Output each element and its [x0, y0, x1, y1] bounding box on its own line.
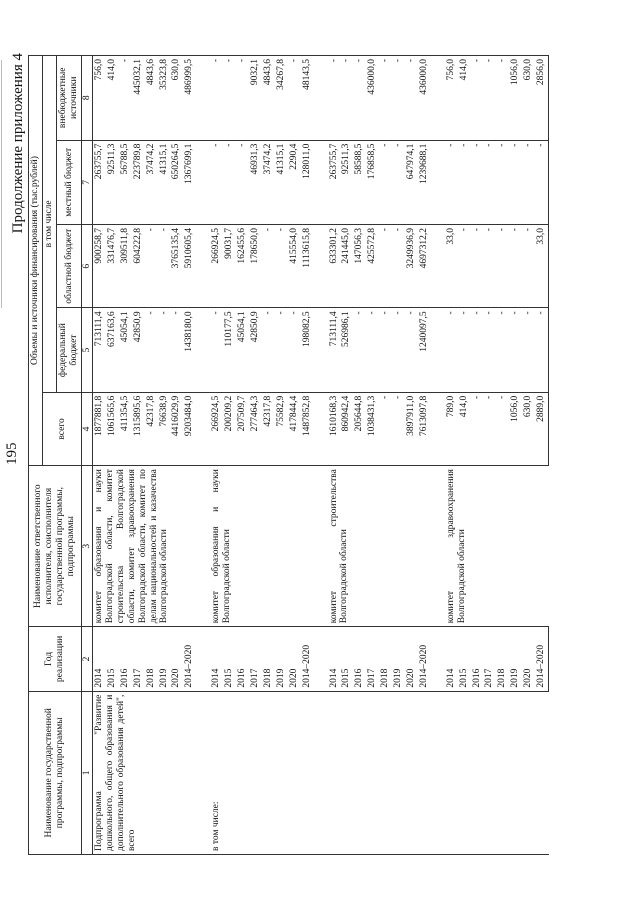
- federal-cell: -: [445, 308, 458, 392]
- table-row: [445, 56, 458, 855]
- local-cell: 223789,8: [132, 140, 145, 224]
- regional-cell: 1113615,8: [301, 225, 314, 308]
- spacer-cell: [431, 466, 445, 627]
- year-cell: 2018: [379, 627, 392, 691]
- extra-cell: 9032,1: [249, 56, 262, 141]
- spacer-cell: [314, 225, 328, 308]
- extra-cell: 4843,6: [145, 56, 158, 141]
- federal-cell: 110177,5: [223, 308, 236, 392]
- extra-cell: 630,0: [170, 56, 183, 141]
- extra-cell: -: [405, 56, 418, 141]
- funding-table: [28, 55, 549, 855]
- regional-cell: -: [483, 225, 496, 308]
- regional-cell: -: [262, 225, 275, 308]
- regional-cell: 4697312,2: [418, 225, 431, 308]
- group-spacer: [314, 56, 328, 855]
- year-cell: 2017: [132, 627, 145, 691]
- column-number: 3: [82, 466, 93, 627]
- regional-cell: 331476,7: [106, 225, 119, 308]
- total-cell: 3897911,0: [405, 392, 418, 465]
- local-cell: -: [471, 140, 484, 224]
- total-cell: 205644,8: [353, 392, 366, 465]
- spacer-cell: [431, 140, 445, 224]
- total-cell: 1061565,6: [106, 392, 119, 465]
- regional-cell: -: [509, 225, 522, 308]
- local-cell: -: [445, 140, 458, 224]
- extra-cell: -: [119, 56, 132, 141]
- federal-cell: 1240097,5: [418, 308, 431, 392]
- federal-cell: -: [275, 308, 288, 392]
- total-cell: 1315895,6: [132, 392, 145, 465]
- federal-cell: 637163,6: [106, 308, 119, 392]
- local-cell: -: [535, 140, 548, 224]
- local-cell: -: [392, 140, 405, 224]
- federal-cell: -: [405, 308, 418, 392]
- year-cell: 2015: [106, 627, 119, 691]
- federal-cell: 526986,1: [340, 308, 353, 392]
- extra-cell: 414,0: [106, 56, 119, 141]
- total-cell: 789,0: [445, 392, 458, 465]
- total-cell: -: [379, 392, 392, 465]
- total-cell: 417844,4: [288, 392, 301, 465]
- appendix-title: Продолжение приложения 4: [10, 53, 26, 234]
- regional-cell: 90031,7: [223, 225, 236, 308]
- federal-cell: -: [145, 308, 158, 392]
- header-including: в том числе: [43, 56, 57, 393]
- extra-cell: 4843,6: [262, 56, 275, 141]
- local-cell: -: [496, 140, 509, 224]
- year-cell: 2015: [340, 627, 353, 691]
- spacer-cell: [431, 627, 445, 691]
- year-cell: 2019: [275, 627, 288, 691]
- local-cell: 176858,5: [366, 140, 379, 224]
- year-cell: 2020: [170, 627, 183, 691]
- total-cell: 4416029,9: [170, 392, 183, 465]
- federal-cell: -: [158, 308, 171, 392]
- regional-cell: 415554,0: [288, 225, 301, 308]
- total-cell: -: [496, 392, 509, 465]
- spacer-cell: [431, 308, 445, 392]
- year-cell: 2014–2020: [535, 627, 548, 691]
- executor-cell: комитет образования и науки Волгоградской области: [210, 466, 313, 627]
- federal-cell: 1438180,0: [183, 308, 196, 392]
- regional-cell: 241445,0: [340, 225, 353, 308]
- local-cell: -: [236, 140, 249, 224]
- program-name-cell: [328, 691, 431, 854]
- local-cell: 1239688,1: [418, 140, 431, 224]
- year-cell: 2014: [445, 627, 458, 691]
- extra-cell: -: [471, 56, 484, 141]
- spacer-cell: [196, 140, 210, 224]
- local-cell: 46931,3: [249, 140, 262, 224]
- local-cell: -: [379, 140, 392, 224]
- spacer-cell: [314, 56, 328, 141]
- year-cell: 2015: [458, 627, 471, 691]
- extra-cell: -: [483, 56, 496, 141]
- year-cell: 2018: [145, 627, 158, 691]
- regional-cell: 425572,8: [366, 225, 379, 308]
- total-cell: 630,0: [522, 392, 535, 465]
- federal-cell: -: [496, 308, 509, 392]
- local-cell: 56788,5: [119, 140, 132, 224]
- local-cell: 263755,7: [93, 140, 106, 224]
- extra-cell: -: [496, 56, 509, 141]
- year-cell: 2016: [353, 627, 366, 691]
- total-cell: 207509,7: [236, 392, 249, 465]
- local-cell: -: [223, 140, 236, 224]
- extra-cell: 756,0: [445, 56, 458, 141]
- regional-cell: 3765135,4: [170, 225, 183, 308]
- local-cell: 37474,2: [262, 140, 275, 224]
- extra-cell: -: [236, 56, 249, 141]
- extra-cell: 34267,8: [275, 56, 288, 141]
- regional-cell: 178650,0: [249, 225, 262, 308]
- year-cell: 2020: [522, 627, 535, 691]
- regional-cell: 900258,7: [93, 225, 106, 308]
- year-cell: 2016: [236, 627, 249, 691]
- total-cell: 2889,0: [535, 392, 548, 465]
- extra-cell: -: [288, 56, 301, 141]
- spacer-cell: [314, 140, 328, 224]
- local-cell: -: [509, 140, 522, 224]
- federal-cell: -: [379, 308, 392, 392]
- regional-cell: -: [471, 225, 484, 308]
- federal-cell: -: [392, 308, 405, 392]
- total-cell: 42317,8: [262, 392, 275, 465]
- extra-cell: 414,0: [458, 56, 471, 141]
- header-funding: Объемы и источники финансирования (тыс.рублей): [29, 56, 43, 466]
- local-cell: -: [522, 140, 535, 224]
- total-cell: -: [471, 392, 484, 465]
- executor-cell: комитет строительства Волгоградской области: [328, 466, 431, 627]
- regional-cell: 147056,3: [353, 225, 366, 308]
- federal-cell: -: [262, 308, 275, 392]
- federal-cell: -: [170, 308, 183, 392]
- column-number: 6: [82, 225, 93, 308]
- federal-cell: 198082,5: [301, 308, 314, 392]
- regional-cell: 33,0: [535, 225, 548, 308]
- total-cell: 277464,3: [249, 392, 262, 465]
- total-cell: 1610168,3: [328, 392, 341, 465]
- regional-cell: 3249936,9: [405, 225, 418, 308]
- spacer-cell: [431, 691, 445, 854]
- regional-cell: -: [496, 225, 509, 308]
- local-cell: 92511,3: [106, 140, 119, 224]
- extra-cell: -: [328, 56, 341, 141]
- year-cell: 2020: [288, 627, 301, 691]
- header-executor: Наименование ответственного исполнителя, соисполнителя государственной программы, подпрограммы: [29, 466, 82, 627]
- table-body: [93, 56, 549, 855]
- local-cell: -: [210, 140, 223, 224]
- program-name-cell: в том числе:: [210, 691, 313, 854]
- executor-cell: комитет здравоохранения Волгоградской области: [445, 466, 549, 627]
- column-number: 7: [82, 140, 93, 224]
- spacer-cell: [314, 308, 328, 392]
- federal-cell: -: [288, 308, 301, 392]
- regional-cell: 309511,8: [119, 225, 132, 308]
- local-cell: 128011,0: [301, 140, 314, 224]
- year-cell: 2017: [249, 627, 262, 691]
- year-cell: 2018: [496, 627, 509, 691]
- extra-cell: -: [210, 56, 223, 141]
- extra-cell: -: [392, 56, 405, 141]
- federal-cell: -: [483, 308, 496, 392]
- year-cell: 2014: [328, 627, 341, 691]
- total-cell: 9203484,0: [183, 392, 196, 465]
- total-cell: 76638,9: [158, 392, 171, 465]
- column-number: 8: [82, 56, 93, 141]
- spacer-cell: [196, 466, 210, 627]
- table-row: [93, 56, 106, 855]
- regional-cell: -: [392, 225, 405, 308]
- extra-cell: 2856,0: [535, 56, 548, 141]
- spacer-cell: [196, 225, 210, 308]
- extra-cell: 48143,5: [301, 56, 314, 141]
- extra-cell: 436000,0: [418, 56, 431, 141]
- table-row: [210, 56, 223, 855]
- federal-cell: -: [535, 308, 548, 392]
- total-cell: 411354,5: [119, 392, 132, 465]
- local-cell: 41315,1: [275, 140, 288, 224]
- total-cell: -: [483, 392, 496, 465]
- regional-cell: -: [158, 225, 171, 308]
- group-spacer: [196, 56, 210, 855]
- federal-cell: -: [522, 308, 535, 392]
- regional-cell: 162455,6: [236, 225, 249, 308]
- total-cell: 1877881,8: [93, 392, 106, 465]
- regional-cell: -: [458, 225, 471, 308]
- regional-cell: -: [275, 225, 288, 308]
- spacer-cell: [196, 56, 210, 141]
- local-cell: 650264,5: [170, 140, 183, 224]
- local-cell: 92511,3: [340, 140, 353, 224]
- year-cell: 2017: [366, 627, 379, 691]
- year-cell: 2019: [158, 627, 171, 691]
- year-cell: 2019: [392, 627, 405, 691]
- regional-cell: 633301,2: [328, 225, 341, 308]
- federal-cell: 42850,9: [249, 308, 262, 392]
- group-spacer: [431, 56, 445, 855]
- local-cell: 58588,5: [353, 140, 366, 224]
- regional-cell: 604222,8: [132, 225, 145, 308]
- header-local: местный бюджет: [57, 140, 82, 224]
- extra-cell: -: [379, 56, 392, 141]
- header-regional: областной бюджет: [57, 225, 82, 308]
- spacer-cell: [196, 392, 210, 465]
- regional-cell: -: [145, 225, 158, 308]
- federal-cell: 45054,1: [119, 308, 132, 392]
- regional-cell: -: [522, 225, 535, 308]
- local-cell: -: [483, 140, 496, 224]
- extra-cell: 630,0: [522, 56, 535, 141]
- header-total: всего: [43, 392, 82, 465]
- extra-cell: 35323,8: [158, 56, 171, 141]
- total-cell: 7613097,8: [418, 392, 431, 465]
- column-number: 2: [82, 627, 93, 691]
- federal-cell: 713111,4: [328, 308, 341, 392]
- header-year: Год реализации: [29, 627, 82, 691]
- year-cell: 2016: [119, 627, 132, 691]
- spacer-cell: [431, 56, 445, 141]
- federal-cell: -: [458, 308, 471, 392]
- year-cell: 2014: [210, 627, 223, 691]
- total-cell: 200209,2: [223, 392, 236, 465]
- table-row: [328, 56, 341, 855]
- header-program: Наименование государственной программы, подпрограммы: [29, 691, 82, 854]
- regional-cell: -: [379, 225, 392, 308]
- year-cell: 2014–2020: [183, 627, 196, 691]
- total-cell: 414,0: [458, 392, 471, 465]
- year-cell: 2019: [509, 627, 522, 691]
- extra-cell: -: [353, 56, 366, 141]
- spacer-cell: [431, 225, 445, 308]
- local-cell: 2290,4: [288, 140, 301, 224]
- federal-cell: -: [471, 308, 484, 392]
- extra-cell: 436000,0: [366, 56, 379, 141]
- federal-cell: -: [353, 308, 366, 392]
- local-cell: 37474,2: [145, 140, 158, 224]
- year-cell: 2014: [93, 627, 106, 691]
- federal-cell: -: [210, 308, 223, 392]
- program-name-cell: Подпрограмма "Развитие дошкольного, общего образования и дополнительного образования детей", всего: [93, 691, 197, 854]
- total-cell: 1056,0: [509, 392, 522, 465]
- column-number-row: [82, 56, 93, 855]
- extra-cell: -: [340, 56, 353, 141]
- total-cell: 42317,8: [145, 392, 158, 465]
- spacer-cell: [196, 691, 210, 854]
- total-cell: 1487852,8: [301, 392, 314, 465]
- year-cell: 2015: [223, 627, 236, 691]
- year-cell: 2017: [483, 627, 496, 691]
- spacer-cell: [314, 466, 328, 627]
- local-cell: 41315,1: [158, 140, 171, 224]
- year-cell: 2014–2020: [301, 627, 314, 691]
- local-cell: -: [458, 140, 471, 224]
- extra-cell: 756,0: [93, 56, 106, 141]
- total-cell: 266924,5: [210, 392, 223, 465]
- total-cell: 860942,4: [340, 392, 353, 465]
- local-cell: 263755,7: [328, 140, 341, 224]
- spacer-cell: [314, 627, 328, 691]
- spacer-cell: [196, 308, 210, 392]
- scan-top-line: [1, 60, 2, 308]
- extra-cell: 1056,0: [509, 56, 522, 141]
- federal-cell: 42850,9: [132, 308, 145, 392]
- header-extra: внебюджетные источники: [57, 56, 82, 141]
- column-number: 5: [82, 308, 93, 392]
- federal-cell: -: [509, 308, 522, 392]
- year-cell: 2014–2020: [418, 627, 431, 691]
- spacer-cell: [314, 392, 328, 465]
- regional-cell: 5910605,4: [183, 225, 196, 308]
- total-cell: -: [392, 392, 405, 465]
- year-cell: 2018: [262, 627, 275, 691]
- column-number: 1: [82, 691, 93, 854]
- local-cell: 1367699,1: [183, 140, 196, 224]
- spacer-cell: [314, 691, 328, 854]
- federal-cell: 713111,4: [93, 308, 106, 392]
- year-cell: 2016: [471, 627, 484, 691]
- spacer-cell: [431, 392, 445, 465]
- extra-cell: -: [223, 56, 236, 141]
- federal-cell: -: [366, 308, 379, 392]
- column-number: 4: [82, 392, 93, 465]
- extra-cell: 445032,1: [132, 56, 145, 141]
- program-name-cell: [445, 691, 549, 854]
- spacer-cell: [196, 627, 210, 691]
- year-cell: 2020: [405, 627, 418, 691]
- federal-cell: 45054,1: [236, 308, 249, 392]
- total-cell: 75582,9: [275, 392, 288, 465]
- extra-cell: 486999,5: [183, 56, 196, 141]
- page-number: 195: [4, 442, 20, 465]
- total-cell: 1038431,3: [366, 392, 379, 465]
- executor-cell: комитет образования и науки Волгоградской области, комитет строительства Волгоградской области, комитет здравоохранения Волгоградской области, комитет по делам национальностей и казачества Волгоградской области: [93, 466, 197, 627]
- regional-cell: 33,0: [445, 225, 458, 308]
- local-cell: 647974,1: [405, 140, 418, 224]
- header-federal: федеральный бюджет: [57, 308, 82, 392]
- regional-cell: 266924,5: [210, 225, 223, 308]
